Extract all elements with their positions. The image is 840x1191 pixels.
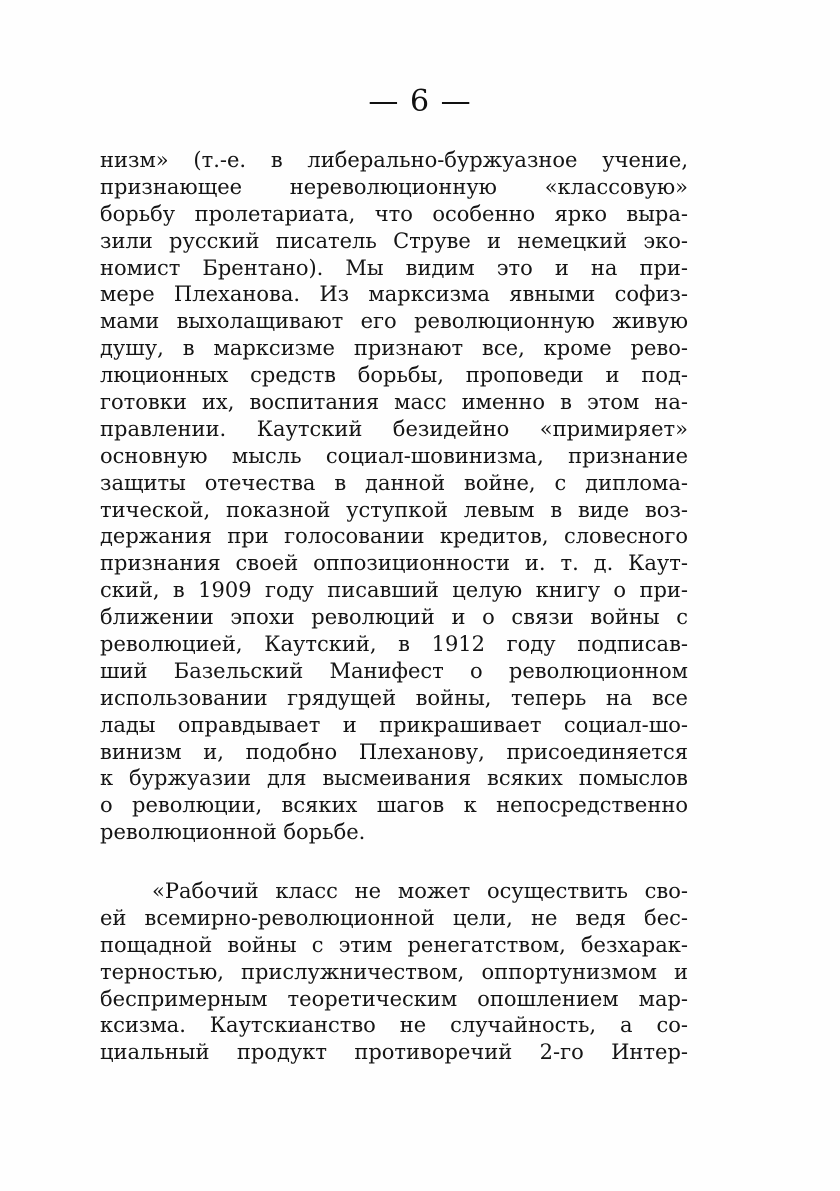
text-line: держания при голосовании кредитов, словесного bbox=[100, 524, 688, 549]
text-line: мами выхолащивают его революционную живую bbox=[100, 309, 688, 334]
text-line: революцией, Каутский, в 1912 году подписав- bbox=[100, 632, 688, 657]
text-line: лады оправдывает и прикрашивает социал-шо- bbox=[100, 712, 688, 737]
text-line: «Рабочий класс не может осуществить сво- bbox=[152, 879, 688, 903]
page-number: — 6 — bbox=[368, 84, 472, 119]
text-line: ближении эпохи революций и о связи войны с bbox=[100, 605, 688, 630]
text-line: революционной борьбе. bbox=[100, 820, 366, 845]
text-line: борьбу пролетариата, что особенно ярко выра- bbox=[100, 201, 688, 226]
text-line: о революции, всяких шагов к непосредственно bbox=[100, 793, 688, 818]
text-line: беспримерным теоретическим опошлением мар- bbox=[100, 986, 688, 1011]
text-line: готовки их, воспитания масс именно в этом на- bbox=[100, 390, 688, 415]
text-line: люционных средств борьбы, проповеди и под- bbox=[100, 363, 688, 388]
text-line: к буржуазии для высмеивания всяких помыслов bbox=[100, 766, 688, 791]
text-line: циальный продукт противоречий 2-го Интер- bbox=[100, 1040, 688, 1065]
text-line: ший Базельский Манифест о революционном bbox=[100, 658, 688, 683]
paragraph-2 bbox=[100, 878, 688, 1066]
text-line: пощадной войны с этим ренегатством, безхарак- bbox=[100, 932, 688, 957]
text-line: ей всемирно-революционной цели, не ведя бес- bbox=[100, 905, 688, 930]
text-line: ксизма. Каутскианство не случайность, а со- bbox=[100, 1013, 688, 1038]
text-line: низм» (т.-е. в либерально-буржуазное учение, bbox=[100, 148, 688, 172]
paragraph-1 bbox=[100, 147, 688, 846]
text-line: признающее нереволюционную «классовую» bbox=[100, 174, 688, 199]
text-line: зили русский писатель Струве и немецкий эко- bbox=[100, 228, 688, 253]
text-line: ский, в 1909 году писавший целую книгу о при- bbox=[100, 578, 688, 603]
text-line: тической, показной уступкой левым в виде воз- bbox=[100, 497, 688, 522]
text-line: номист Брентано). Мы видим это и на при- bbox=[100, 255, 688, 280]
text-line: использовании грядущей войны, теперь на все bbox=[100, 685, 688, 710]
text-line: терностью, прислужничеством, оппортунизмом и bbox=[100, 959, 688, 984]
text-line: винизм и, подобно Плеханову, присоединяется bbox=[100, 739, 688, 764]
text-line: правлении. Каутский безидейно «примиряет» bbox=[100, 416, 688, 441]
text-line: защиты отечества в данной войне, с диплома- bbox=[100, 470, 688, 495]
text-line: признания своей оппозиционности и. т. д. Каут- bbox=[100, 551, 688, 576]
text-line: основную мысль социал-шовинизма, признание bbox=[100, 443, 688, 468]
text-line: мере Плеханова. Из марксизма явными софиз- bbox=[100, 282, 688, 307]
text-line: душу, в марксизме признают все, кроме рево- bbox=[100, 336, 688, 361]
